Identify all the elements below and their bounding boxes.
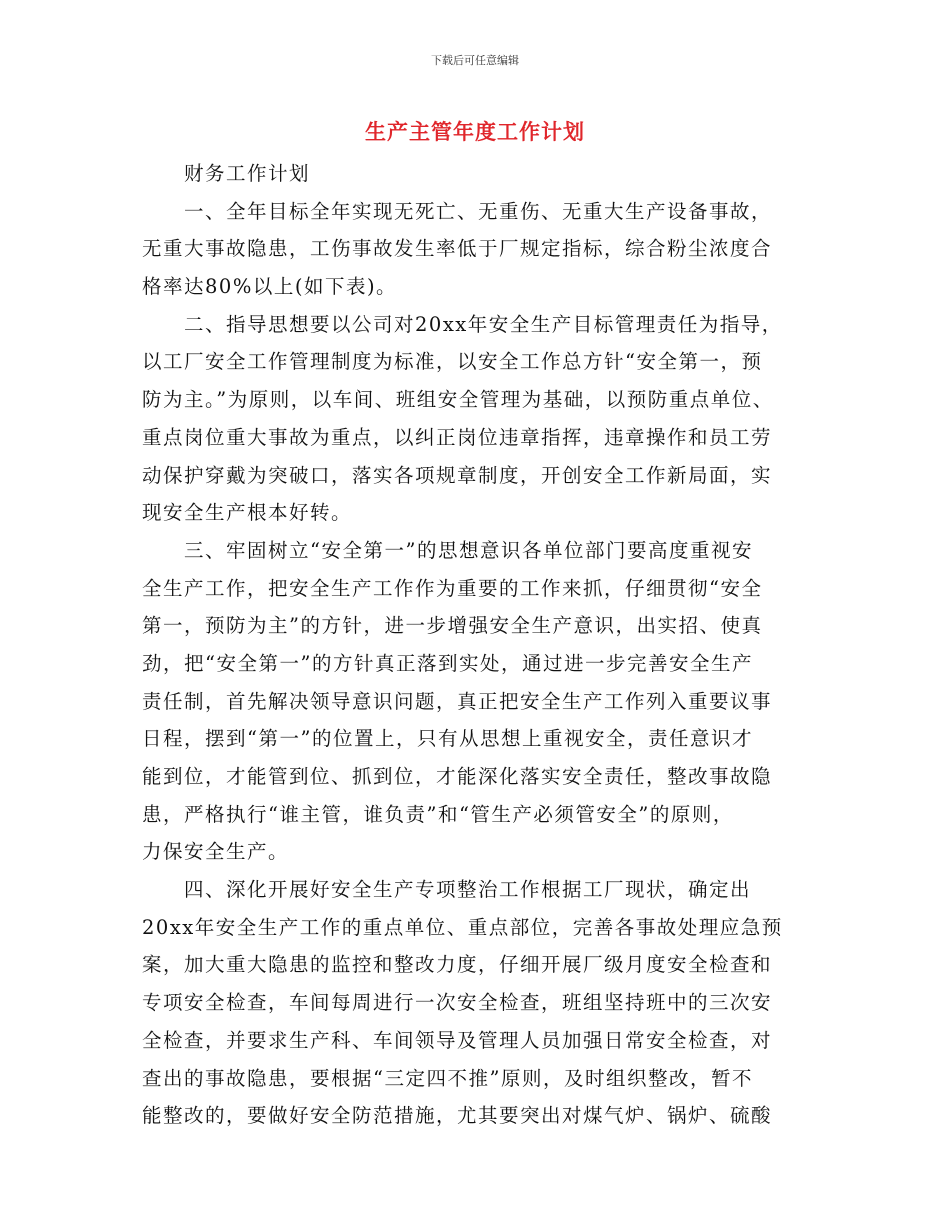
text-line: 能整改的，要做好安全防范措施，尤其要突出对煤气炉、锅炉、硫酸 xyxy=(142,1104,773,1128)
text-line: 财务工作计划 xyxy=(142,162,311,185)
text-line: 劲，把“安全第一”的方针真正落到实处，通过进一步完善安全生产 xyxy=(142,651,753,675)
text-line: 20xx年安全生产工作的重点单位、重点部位，完善各事故处理应急预 xyxy=(142,915,783,939)
text-line: 重点岗位重大事故为重点，以纠正岗位违章指挥，违章操作和员工劳 xyxy=(142,425,773,449)
text-line: 三、牢固树立“安全第一”的思想意识各单位部门要高度重视安 xyxy=(142,538,753,562)
text-line: 现安全生产根本好转。 xyxy=(142,501,353,525)
text-line: 一、全年目标全年实现无死亡、无重伤、无重大生产设备事故， xyxy=(142,199,773,223)
text-line: 格率达80%以上(如下表)。 xyxy=(142,275,398,299)
text-line: 二、指导思想要以公司对20xx年安全生产目标管理责任为指导， xyxy=(142,312,783,336)
text-line: 全生产工作，把安全生产工作作为重要的工作来抓，仔细贯彻“安全 xyxy=(142,576,763,600)
text-line: 查出的事故隐患，要根据“三定四不推”原则，及时组织整改，暂不 xyxy=(142,1066,753,1090)
text-line: 患，严格执行“谁主管，谁负责”和“管生产必须管安全”的原则， xyxy=(142,802,734,826)
document-body xyxy=(142,155,817,1135)
text-line: 专项安全检查，车间每周进行一次安全检查，班组坚持班中的三次安 xyxy=(142,991,773,1015)
text-line: 四、深化开展好安全生产专项整治工作根据工厂现状，确定出 xyxy=(142,878,752,902)
text-line: 能到位，才能管到位、抓到位，才能深化落实安全责任，整改事故隐 xyxy=(142,765,773,788)
text-line: 日程，摆到“第一”的位置上，只有从思想上重视安全，责任意识才 xyxy=(142,727,753,751)
text-line: 动保护穿戴为突破口，落实各项规章制度，开创安全工作新局面，实 xyxy=(142,463,773,487)
text-line: 防为主。”为原则，以车间、班组安全管理为基础，以预防重点单位、 xyxy=(142,388,774,412)
text-line: 责任制，首先解决领导意识问题，真正把安全生产工作列入重要议事 xyxy=(142,689,773,713)
document-title: 生产主管年度工作计划 xyxy=(365,120,585,144)
text-line: 案，加大重大隐患的监控和整改力度，仔细开展厂级月度安全检查和 xyxy=(142,953,773,977)
text-line: 力保安全生产。 xyxy=(142,840,290,864)
text-line: 无重大事故隐患，工伤事故发生率低于厂规定指标，综合粉尘浓度合 xyxy=(142,237,773,261)
text-line: 第一，预防为主”的方针，进一步增强安全生产意识，出实招、使真 xyxy=(142,614,763,638)
header-note: 下载后可任意编辑 xyxy=(431,54,519,67)
text-line: 全检查，并要求生产科、车间领导及管理人员加强日常安全检查，对 xyxy=(142,1028,773,1052)
text-line: 以工厂安全工作管理制度为标准，以安全工作总方针“安全第一，预 xyxy=(142,350,763,374)
